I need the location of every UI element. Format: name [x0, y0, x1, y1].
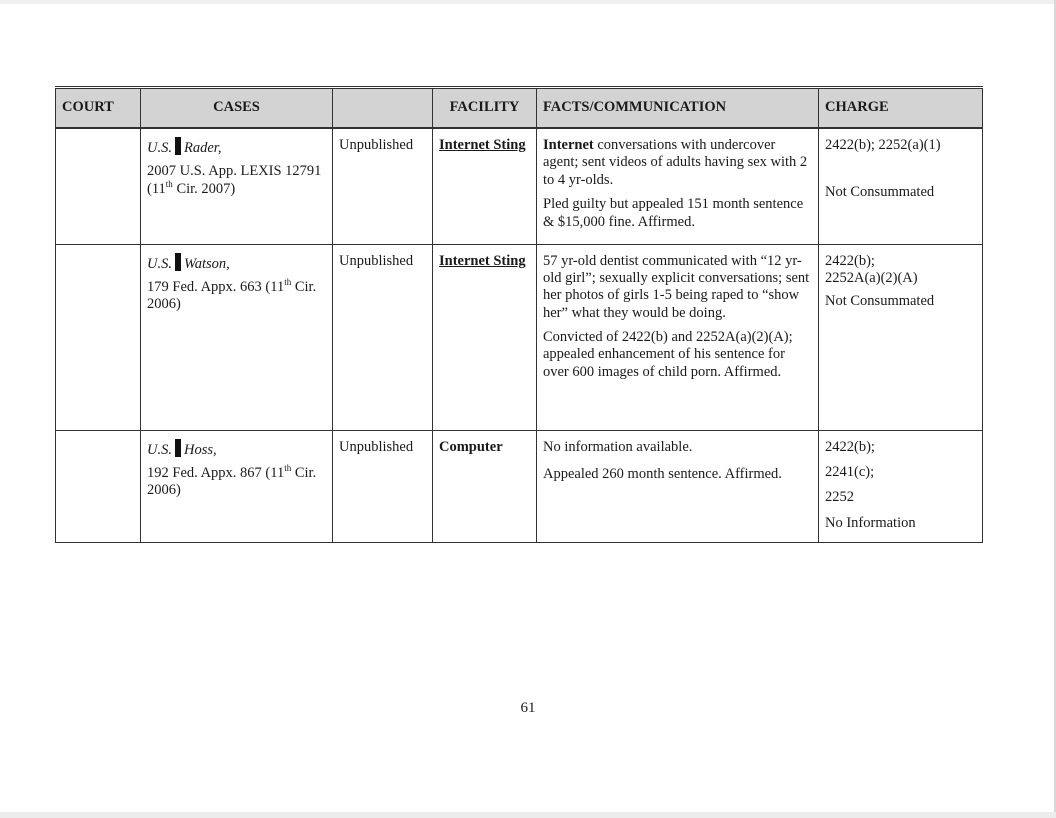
- table-row: [56, 430, 983, 542]
- charge-status: No Information: [825, 514, 916, 531]
- charge-status: Not Consummated: [825, 184, 935, 201]
- charge-cell: [819, 430, 983, 542]
- status-cell: Unpublished: [333, 244, 433, 430]
- case-cell: [141, 128, 333, 244]
- facility-cell: [433, 128, 537, 244]
- case-citation: 192 Fed. Appx. 867 (11th Cir. 2006): [147, 463, 317, 499]
- charge-cell: [819, 244, 983, 430]
- facts-paragraph: Convicted of 2422(b) and 2252A(a)(2)(A); appealed enhancement of his sentence for over 600 images of child porn. Affirmed.: [543, 329, 793, 380]
- case-name: U.S. Rader,: [147, 137, 326, 157]
- header-charge: CHARGE: [819, 88, 983, 129]
- facility-label: Internet Sting: [439, 252, 526, 269]
- charge-line: 2422(b); 2252(a)(1): [825, 137, 941, 153]
- page-bottom-edge: [0, 812, 1056, 818]
- case-name: U.S. Hoss,: [147, 439, 326, 459]
- charge-cell: [819, 128, 983, 244]
- charge-line: 2241(c);: [825, 463, 875, 480]
- header-cases: CASES: [141, 88, 333, 129]
- facts-paragraph: 57 yr-old dentist communicated with “12 yr-old girl”; sexually explicit conversations; sent her photos of girls 1-5 being raped to “show her” what they would be doing.: [543, 252, 810, 321]
- facility-label: Computer: [439, 438, 503, 455]
- status-cell: Unpublished: [333, 128, 433, 244]
- case-name: U.S. Watson,: [147, 253, 326, 273]
- court-cell: [56, 430, 141, 542]
- court-cell: [56, 128, 141, 244]
- page-number: 61: [520, 700, 536, 716]
- facts-paragraph: No information available.: [543, 438, 693, 455]
- cases-table: [55, 86, 983, 543]
- case-cell: [141, 430, 333, 542]
- court-cell: [56, 244, 141, 430]
- charge-status: Not Consummated: [825, 293, 935, 310]
- facts-cell: [537, 430, 819, 542]
- facts-cell: [537, 244, 819, 430]
- charge-line: 2252: [825, 489, 854, 506]
- header-facts: FACTS/COMMUNICATION: [537, 88, 819, 129]
- facility-label: Internet Sting: [439, 137, 526, 153]
- facts-cell: [537, 128, 819, 244]
- facility-cell: [433, 244, 537, 430]
- charge-line: 2422(b);: [825, 252, 875, 269]
- header-status: [333, 88, 433, 129]
- case-cell: [141, 244, 333, 430]
- redaction-mark: [175, 253, 181, 271]
- status-cell: Unpublished: [333, 430, 433, 542]
- case-citation: 179 Fed. Appx. 663 (11th Cir. 2006): [147, 277, 317, 313]
- facts-paragraph: Pled guilty but appealed 151 month sentence & $15,000 fine. Affirmed.: [543, 196, 804, 230]
- header-court: COURT: [56, 88, 141, 129]
- charge-line: 2252A(a)(2)(A): [825, 269, 918, 286]
- table-row: [56, 128, 983, 244]
- facts-paragraph: Internet conversations with undercover agent; sent videos of adults having sex with 2 to 4 yr-olds.: [543, 137, 808, 188]
- page-top-edge: [0, 0, 1056, 4]
- charge-line: 2422(b);: [825, 438, 875, 455]
- facts-paragraph: Appealed 260 month sentence. Affirmed.: [543, 465, 782, 482]
- redaction-mark: [175, 137, 181, 155]
- redaction-mark: [175, 439, 181, 457]
- facility-cell: [433, 430, 537, 542]
- header-row: [56, 88, 983, 129]
- table-row: [56, 244, 983, 430]
- case-citation: 2007 U.S. App. LEXIS 12791 (11th Cir. 2007): [147, 163, 322, 197]
- header-facility: FACILITY: [433, 88, 537, 129]
